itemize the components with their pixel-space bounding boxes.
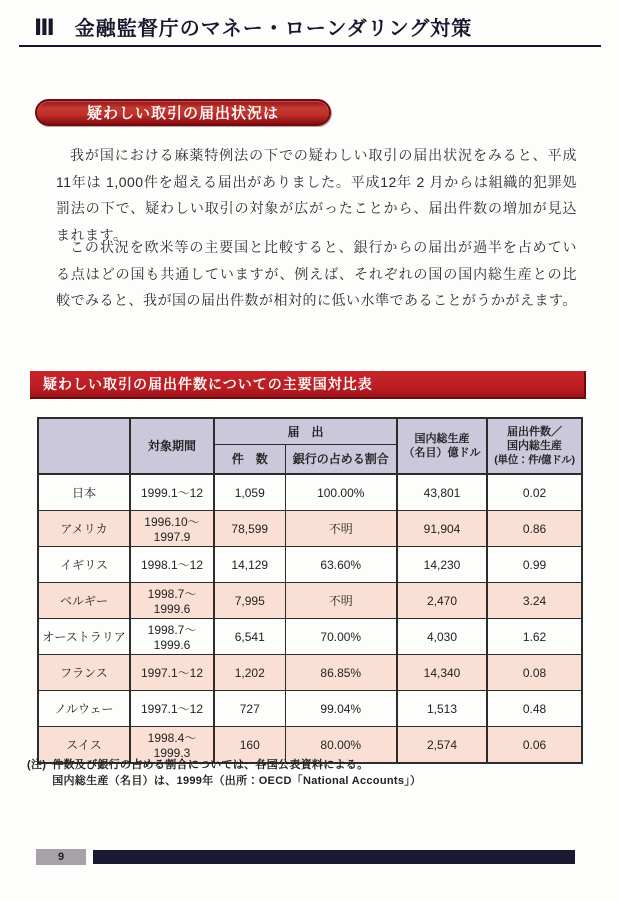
cell-period: 1997.1～12 [130, 691, 214, 727]
cell-count: 7,995 [214, 583, 285, 619]
section-heading-text: 疑わしい取引の届出状況は [86, 105, 279, 122]
cell-bank-share: 不明 [285, 583, 397, 619]
cell-ratio: 0.48 [487, 691, 582, 727]
cell-gdp: 4,030 [397, 619, 487, 655]
section-numeral: Ⅲ [34, 15, 55, 40]
cell-bank-share: 70.00% [285, 619, 397, 655]
cell-bank-share: 100.00% [285, 474, 397, 511]
cell-count: 6,541 [214, 619, 285, 655]
cell-ratio: 0.86 [487, 511, 582, 547]
cell-ratio: 1.62 [487, 619, 582, 655]
cell-gdp: 91,904 [397, 511, 487, 547]
cell-gdp: 2,470 [397, 583, 487, 619]
cell-bank-share: 63.60% [285, 547, 397, 583]
cell-country: 日本 [38, 474, 130, 511]
cell-period: 1996.10～1997.9 [130, 511, 214, 547]
table-title-text: 疑わしい取引の届出件数についての主要国対比表 [43, 376, 373, 392]
paragraph-1: 我が国における麻薬特例法の下での疑わしい取引の届出状況をみると、平成11年は 1,000件を超える届出がありました。平成12年 2 月からは組織的犯罪処罰法の下で、疑わしい取引の対象が広がったことから、届出件数の増加が見込まれます。 [56, 147, 577, 243]
cell-gdp: 2,574 [397, 727, 487, 764]
cell-country: イギリス [38, 547, 130, 583]
page-heading [34, 12, 472, 41]
col-header-bank-share: 銀行の占める割合 [285, 445, 397, 475]
table-row [38, 619, 582, 655]
page-number: 9 [36, 849, 86, 865]
cell-ratio: 0.02 [487, 474, 582, 511]
cell-count: 1,202 [214, 655, 285, 691]
cell-period: 1997.1～12 [130, 655, 214, 691]
footnote-line-2: 国内総生産（名目）は、1999年（出所：OECD「National Accounts」） [52, 775, 422, 787]
cell-gdp: 43,801 [397, 474, 487, 511]
footnote [27, 757, 421, 789]
cell-ratio: 0.06 [487, 727, 582, 764]
cell-ratio: 0.08 [487, 655, 582, 691]
cell-count: 1,059 [214, 474, 285, 511]
cell-country: オーストラリア [38, 619, 130, 655]
cell-gdp: 14,230 [397, 547, 487, 583]
cell-period: 1998.7～1999.6 [130, 619, 214, 655]
table-row [38, 474, 582, 511]
cell-country: フランス [38, 655, 130, 691]
col-header-period: 対象期間 [130, 418, 214, 474]
table-row [38, 583, 582, 619]
cell-count: 160 [214, 727, 285, 764]
cell-period: 1998.4～1999.3 [130, 727, 214, 764]
footnote-label: (注) [27, 759, 47, 771]
table-row [38, 691, 582, 727]
cell-count: 727 [214, 691, 285, 727]
cell-period: 1998.1～12 [130, 547, 214, 583]
cell-count: 14,129 [214, 547, 285, 583]
cell-bank-share: 不明 [285, 511, 397, 547]
cell-country: アメリカ [38, 511, 130, 547]
table-row [38, 655, 582, 691]
cell-ratio: 0.99 [487, 547, 582, 583]
table-row [38, 547, 582, 583]
table-row [38, 511, 582, 547]
title-underline [19, 45, 601, 47]
cell-gdp: 1,513 [397, 691, 487, 727]
cell-country: ノルウェー [38, 691, 130, 727]
col-header-count: 件 数 [214, 445, 285, 475]
cell-country: ベルギー [38, 583, 130, 619]
col-header-notification-group: 届 出 [214, 418, 397, 445]
table-title-banner [30, 371, 586, 399]
cell-bank-share: 86.85% [285, 655, 397, 691]
cell-bank-share: 99.04% [285, 691, 397, 727]
cell-ratio: 3.24 [487, 583, 582, 619]
section-heading-banner [35, 99, 331, 126]
col-header-country [38, 418, 130, 474]
cell-count: 78,599 [214, 511, 285, 547]
cell-country: スイス [38, 727, 130, 764]
cell-period: 1999.1～12 [130, 474, 214, 511]
paragraph-2: この状況を欧米等の主要国と比較すると、銀行からの届出が過半を占めている点はどの国も共通していますが、例えば、それぞれの国の国内総生産との比較でみると、我が国の届出件数が相対的に低い水準であることがうかがえます。 [56, 239, 577, 308]
footer-bar [93, 850, 575, 864]
country-comparison-table [37, 417, 583, 764]
cell-bank-share: 80.00% [285, 727, 397, 764]
cell-period: 1998.7～1999.6 [130, 583, 214, 619]
cell-gdp: 14,340 [397, 655, 487, 691]
col-header-ratio: 届出件数／ 国内総生産 (単位：件/億ドル) [487, 418, 582, 474]
col-header-gdp: 国内総生産 （名目）億ドル [397, 418, 487, 474]
page-title: 金融監督庁のマネー・ローンダリング対策 [74, 18, 473, 40]
footnote-line-1: 件数及び銀行の占める割合については、各国公表資料による。 [52, 759, 369, 771]
